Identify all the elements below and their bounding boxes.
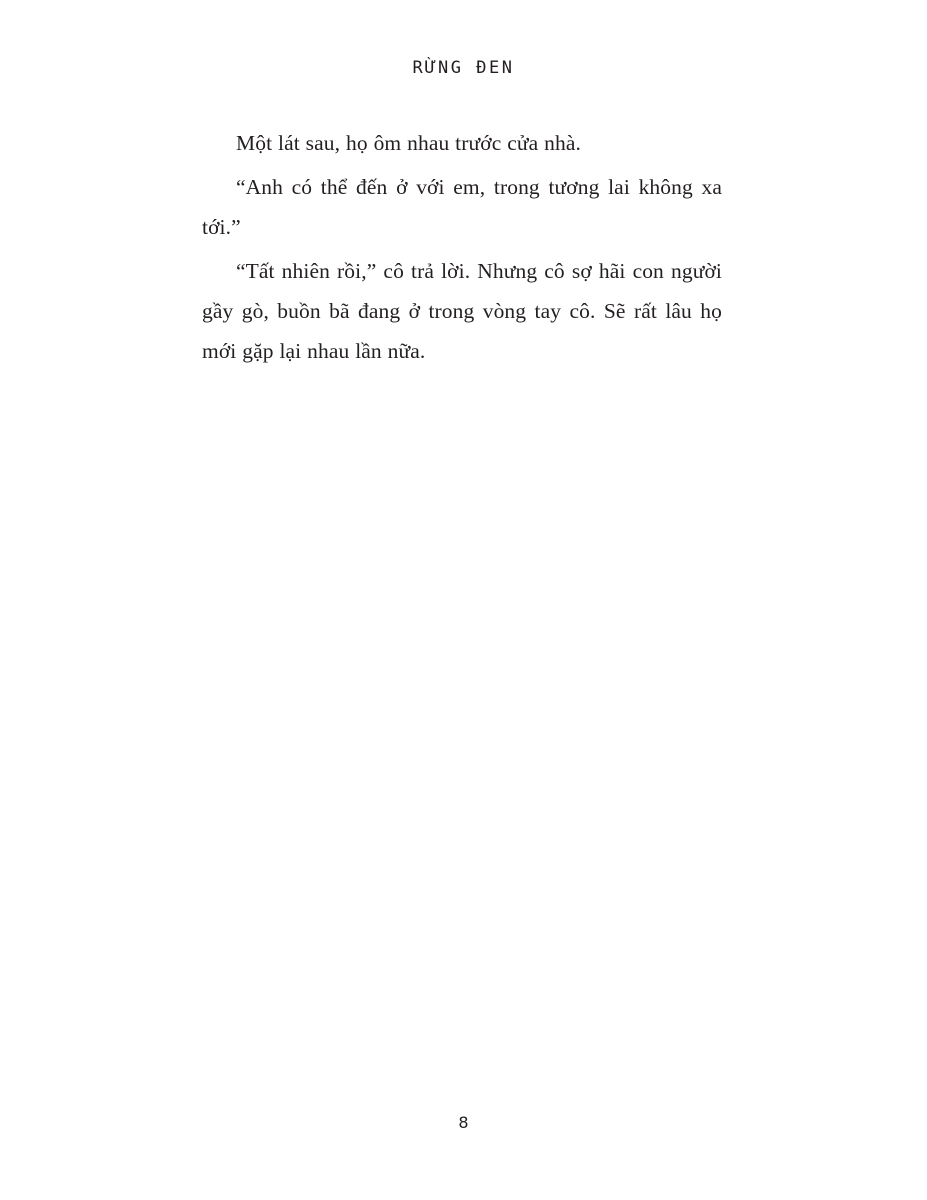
paragraph: Một lát sau, họ ôm nhau trước cửa nhà. (236, 131, 581, 155)
page-number: 8 (458, 1113, 469, 1132)
running-head: RỪNG ĐEN (412, 58, 515, 78)
page-body (202, 124, 722, 372)
paragraph: “Anh có thể đến ở với em, trong tương lai không xa tới.” (202, 174, 722, 239)
paragraph: “Tất nhiên rồi,” cô trả lời. Nhưng cô sợ hãi con người gầy gò, buồn bã đang ở trong vòng tay cô. Sẽ rất lâu họ mới gặp lại nhau lần nữa. (202, 258, 722, 363)
